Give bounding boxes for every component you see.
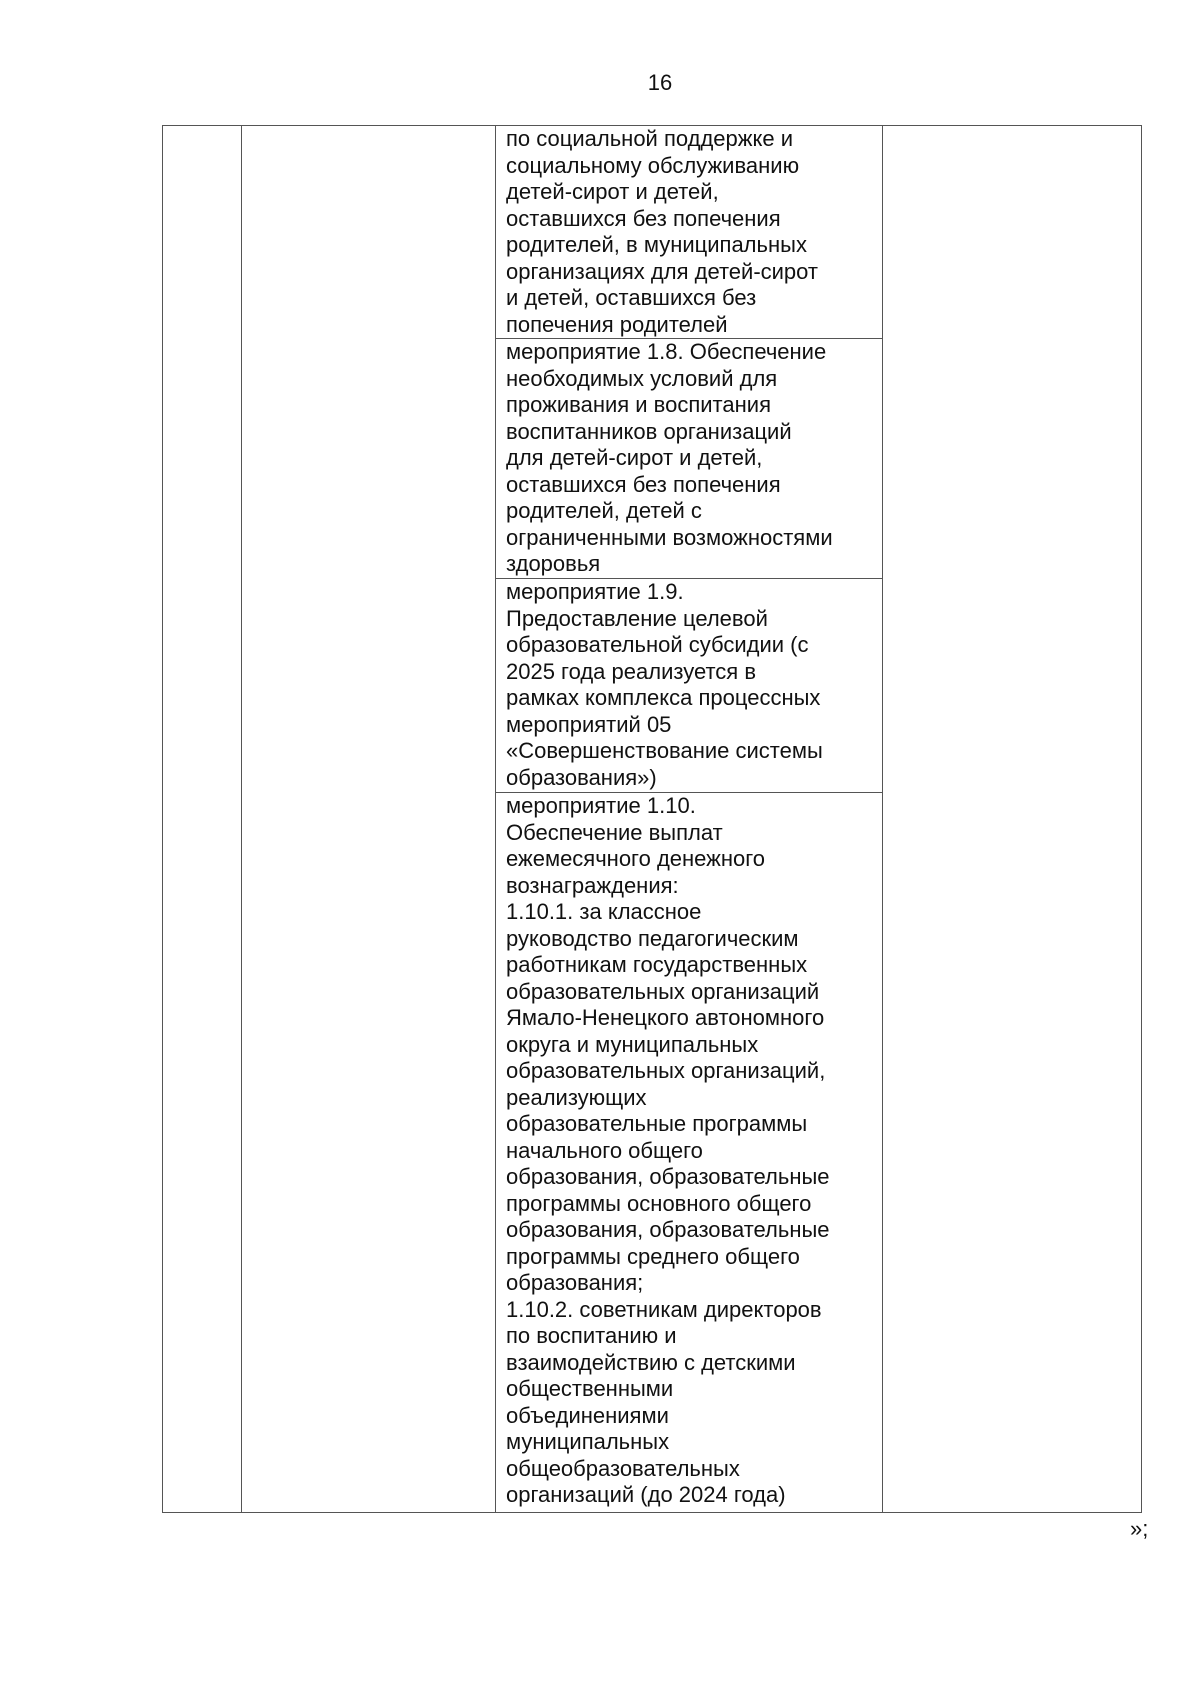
activity-cell: мероприятие 1.10. Обеспечение выплат ежемесячного денежного вознаграждения: 1.10.1. за классное руководство педагогическим работникам государственных образовательных организаций Ямало-Ненецкого автономного округа и муниципальных образовательных организаций, реализующих образовательные программы начального общего образования, образовательные программы основного общего образования, образовательные программы среднего общего образования; 1.10.2. советникам директоров по воспитанию и взаимодействию с детскими общественными объединениями муниципальных общеобразовательных организаций (до 2024 года) xyxy=(496,793,883,1513)
closing-quote-mark: »; xyxy=(1130,1516,1149,1541)
activity-cell: мероприятие 1.9. Предоставление целевой образовательной субсидии (с 2025 года реализуется в рамках комплекса процессных мероприятий 05 «Совершенствование системы образования») xyxy=(496,579,883,793)
program-activities-table xyxy=(162,125,1142,1513)
page-number: 16 xyxy=(647,70,673,95)
activity-cell: мероприятие 1.8. Обеспечение необходимых условий для проживания и воспитания воспитанников организаций для детей-сирот и детей, оставшихся без попечения родителей, детей с ограниченными возможностями здоровья xyxy=(496,339,883,579)
number-cell xyxy=(163,126,242,1513)
table-row xyxy=(163,126,1142,339)
result-cell xyxy=(883,126,1142,1513)
name-cell xyxy=(242,126,496,1513)
activity-cell: по социальной поддержке и социальному обслуживанию детей-сирот и детей, оставшихся без попечения родителей, в муниципальных организациях для детей-сирот и детей, оставшихся без попечения родителей xyxy=(496,126,883,339)
